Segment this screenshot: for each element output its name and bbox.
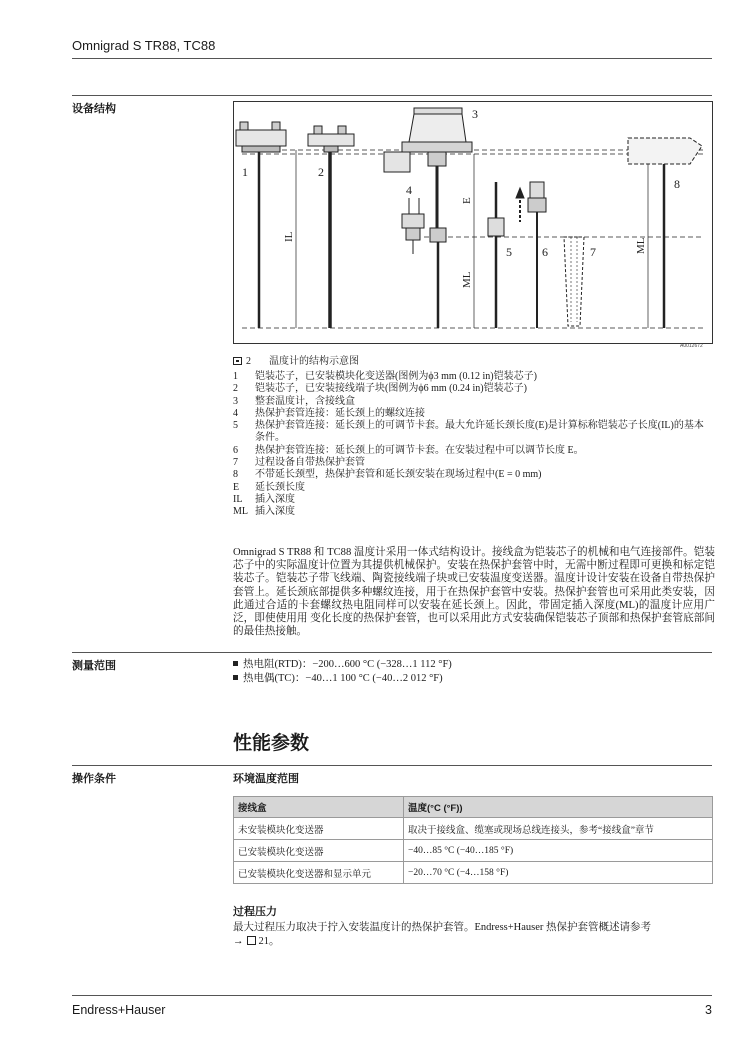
existing-thermowell: [564, 237, 584, 326]
footer-brand: Endress+Hauser: [72, 1003, 166, 1017]
ambient-temperature-heading: 环境温度范围: [233, 773, 299, 785]
footer-page-number: 3: [705, 1003, 712, 1017]
section-rule: [72, 95, 712, 96]
table-header-cell: 接线盒: [234, 797, 404, 818]
legend-text: 插入深度: [255, 493, 295, 505]
legend-item: [233, 420, 713, 445]
legend-item: [233, 494, 713, 506]
legend-item: [233, 445, 713, 457]
fig-label-2: 2: [318, 165, 324, 179]
table-cell: 已安装模块化变送器和显示单元: [234, 862, 404, 884]
range-item-tc: [233, 672, 452, 686]
range-text: 热电偶(TC)：−40…1 100 °C (−40…2 012 °F): [243, 673, 443, 684]
section-rule-operating: [72, 765, 712, 766]
process-pressure-body: 最大过程压力取决于拧入安装温度计的热保护套管。Endress+Hauser 热保护套管概述请参考: [233, 922, 652, 933]
table-cell: 取决于接线盒、缆塞或现场总线连接头，参考“接线盒”章节: [404, 818, 713, 840]
section-rule-range: [72, 652, 712, 653]
fig-label-3: 3: [472, 107, 478, 121]
reference-arrow-icon: →: [233, 936, 244, 947]
table-cell: −20…70 °C (−4…158 °F): [404, 862, 713, 884]
fig-label-8: 8: [674, 177, 680, 191]
fig-label-ml-1: ML: [461, 271, 473, 288]
table-cell: 已安装模块化变送器: [234, 840, 404, 862]
threaded-connection-fitting: [402, 198, 424, 254]
legend-key: 6: [233, 444, 238, 456]
fig-label-5: 5: [506, 245, 512, 259]
legend-item: [233, 506, 713, 518]
section-label-design: 设备结构: [72, 103, 116, 115]
table-header-row: [234, 797, 713, 818]
range-text: 热电阻(RTD)：−200…600 °C (−328…1 112 °F): [243, 659, 452, 670]
fig-label-il: IL: [283, 231, 295, 242]
legend-item: [233, 371, 713, 383]
page-reference-icon: [247, 936, 256, 945]
design-description: Omnigrad S TR88 和 TC88 温度计采用一体式结构设计。接线盒为铠装芯子的机械和电气连接部件。铠装芯子中的实际温度计位置为其提供机械保护。安装在热保护套管中时，无需中断过程即可更换和标定铠装芯子。铠装芯子带飞线端、陶瓷接线端子块或已安装温度变送器。温度计设计安装在设备自带热保护套管上。延长颈底部提供多种螺纹连接，用于在热保护套管中安装。热保护套管也可采用此类安装，因此通过合适的卡套螺纹热电阻同样可以安装在延长颈上。因此，带固定插入深度(ML)的温度计应用广泛，即使使用用 变化长度的热保护套管，也可以采用此方式安装确保铠装芯子顶部和热保护套管底部间的最佳热接触。: [233, 547, 715, 638]
legend-text: 不带延长颈型，热保护套管和延长颈安装在现场过程中(E = 0 mm): [255, 469, 542, 481]
performance-heading: 性能参数: [233, 733, 310, 754]
figure-code: A0012672: [680, 343, 703, 349]
legend-text: 热保护套管连接：延长颈上的可调节卡套。最大允许延长颈长度(E)是计算标称铠装芯子长度(IL)的基本条件。: [255, 420, 704, 444]
measuring-range-list: [233, 658, 452, 686]
fig-label-7: 7: [590, 245, 596, 259]
footer-rule: [72, 995, 712, 996]
adjust-arrow-icon: [516, 188, 524, 198]
table-row: [234, 862, 713, 884]
legend-item: [233, 396, 713, 408]
fig-label-e: E: [461, 197, 473, 204]
thermometer-design-figure: [233, 101, 713, 344]
bullet-icon: [233, 661, 238, 666]
fig-label-1: 1: [242, 165, 248, 179]
figure-caption-number: 2: [246, 356, 251, 367]
insert-with-terminal-block: [308, 126, 354, 328]
table-cell: −40…85 °C (−40…185 °F): [404, 840, 713, 862]
complete-thermometer-head: [384, 108, 472, 328]
figure-legend: [233, 371, 713, 519]
document-header-title: Omnigrad S TR88, TC88: [72, 38, 216, 53]
header-rule: [72, 58, 712, 59]
fig-label-6: 6: [542, 245, 548, 259]
legend-key: ML: [233, 506, 248, 518]
legend-key: 2: [233, 383, 238, 395]
legend-item: [233, 469, 713, 481]
process-pressure-heading: 过程压力: [233, 906, 277, 918]
figure-drawing: [234, 102, 712, 343]
legend-item: [233, 457, 713, 469]
legend-item: [233, 408, 713, 420]
legend-text: 整套温度计，含接线盒: [255, 395, 355, 407]
legend-text: 热保护套管连接：延长颈上的螺纹连接: [255, 407, 425, 419]
legend-key: E: [233, 481, 240, 493]
ambient-temperature-table: [233, 796, 713, 884]
legend-key: 5: [233, 420, 238, 432]
section-label-range: 测量范围: [72, 660, 116, 672]
legend-text: 铠装芯子，已安装模块化变送器(图例为ϕ3 mm (0.12 in)铠装芯子): [255, 371, 537, 382]
table-row: [234, 840, 713, 862]
figure-icon: [233, 357, 242, 365]
compression-fitting-5: [488, 182, 504, 328]
legend-key: 3: [233, 395, 238, 407]
legend-text: 过程设备自带热保护套管: [255, 457, 365, 469]
legend-text: 热保护套管连接：延长颈上的可调节卡套。在安装过程中可以调节长度 E。: [255, 444, 584, 456]
insert-with-transmitter: [236, 122, 286, 328]
legend-key: 8: [233, 469, 238, 481]
fig-label-4: 4: [406, 183, 412, 197]
table-header-cell: 温度(°C (°F)): [404, 797, 713, 818]
legend-text: 插入深度: [255, 506, 295, 518]
legend-item: [233, 383, 713, 395]
process-pressure-text: [233, 921, 715, 949]
legend-item: [233, 482, 713, 494]
bullet-icon: [233, 675, 238, 680]
figure-caption-text: 温度计的结构示意图: [269, 356, 359, 367]
thermometer-without-neck: [628, 138, 702, 328]
section-label-operating: 操作条件: [72, 773, 116, 785]
legend-key: 7: [233, 457, 238, 469]
table-cell: 未安装模块化变送器: [234, 818, 404, 840]
table-row: [234, 818, 713, 840]
legend-key: 1: [233, 371, 238, 382]
legend-key: 4: [233, 407, 238, 419]
range-item-rtd: [233, 658, 452, 672]
figure-caption: [233, 352, 359, 367]
legend-key: IL: [233, 493, 243, 505]
fig-label-ml-2: ML: [635, 237, 647, 254]
legend-text: 铠装芯子，已安装接线端子块(图例为ϕ6 mm (0.24 in)铠装芯子): [255, 383, 527, 395]
page-reference-link[interactable]: 21。: [258, 936, 280, 947]
legend-text: 延长颈长度: [255, 481, 305, 493]
